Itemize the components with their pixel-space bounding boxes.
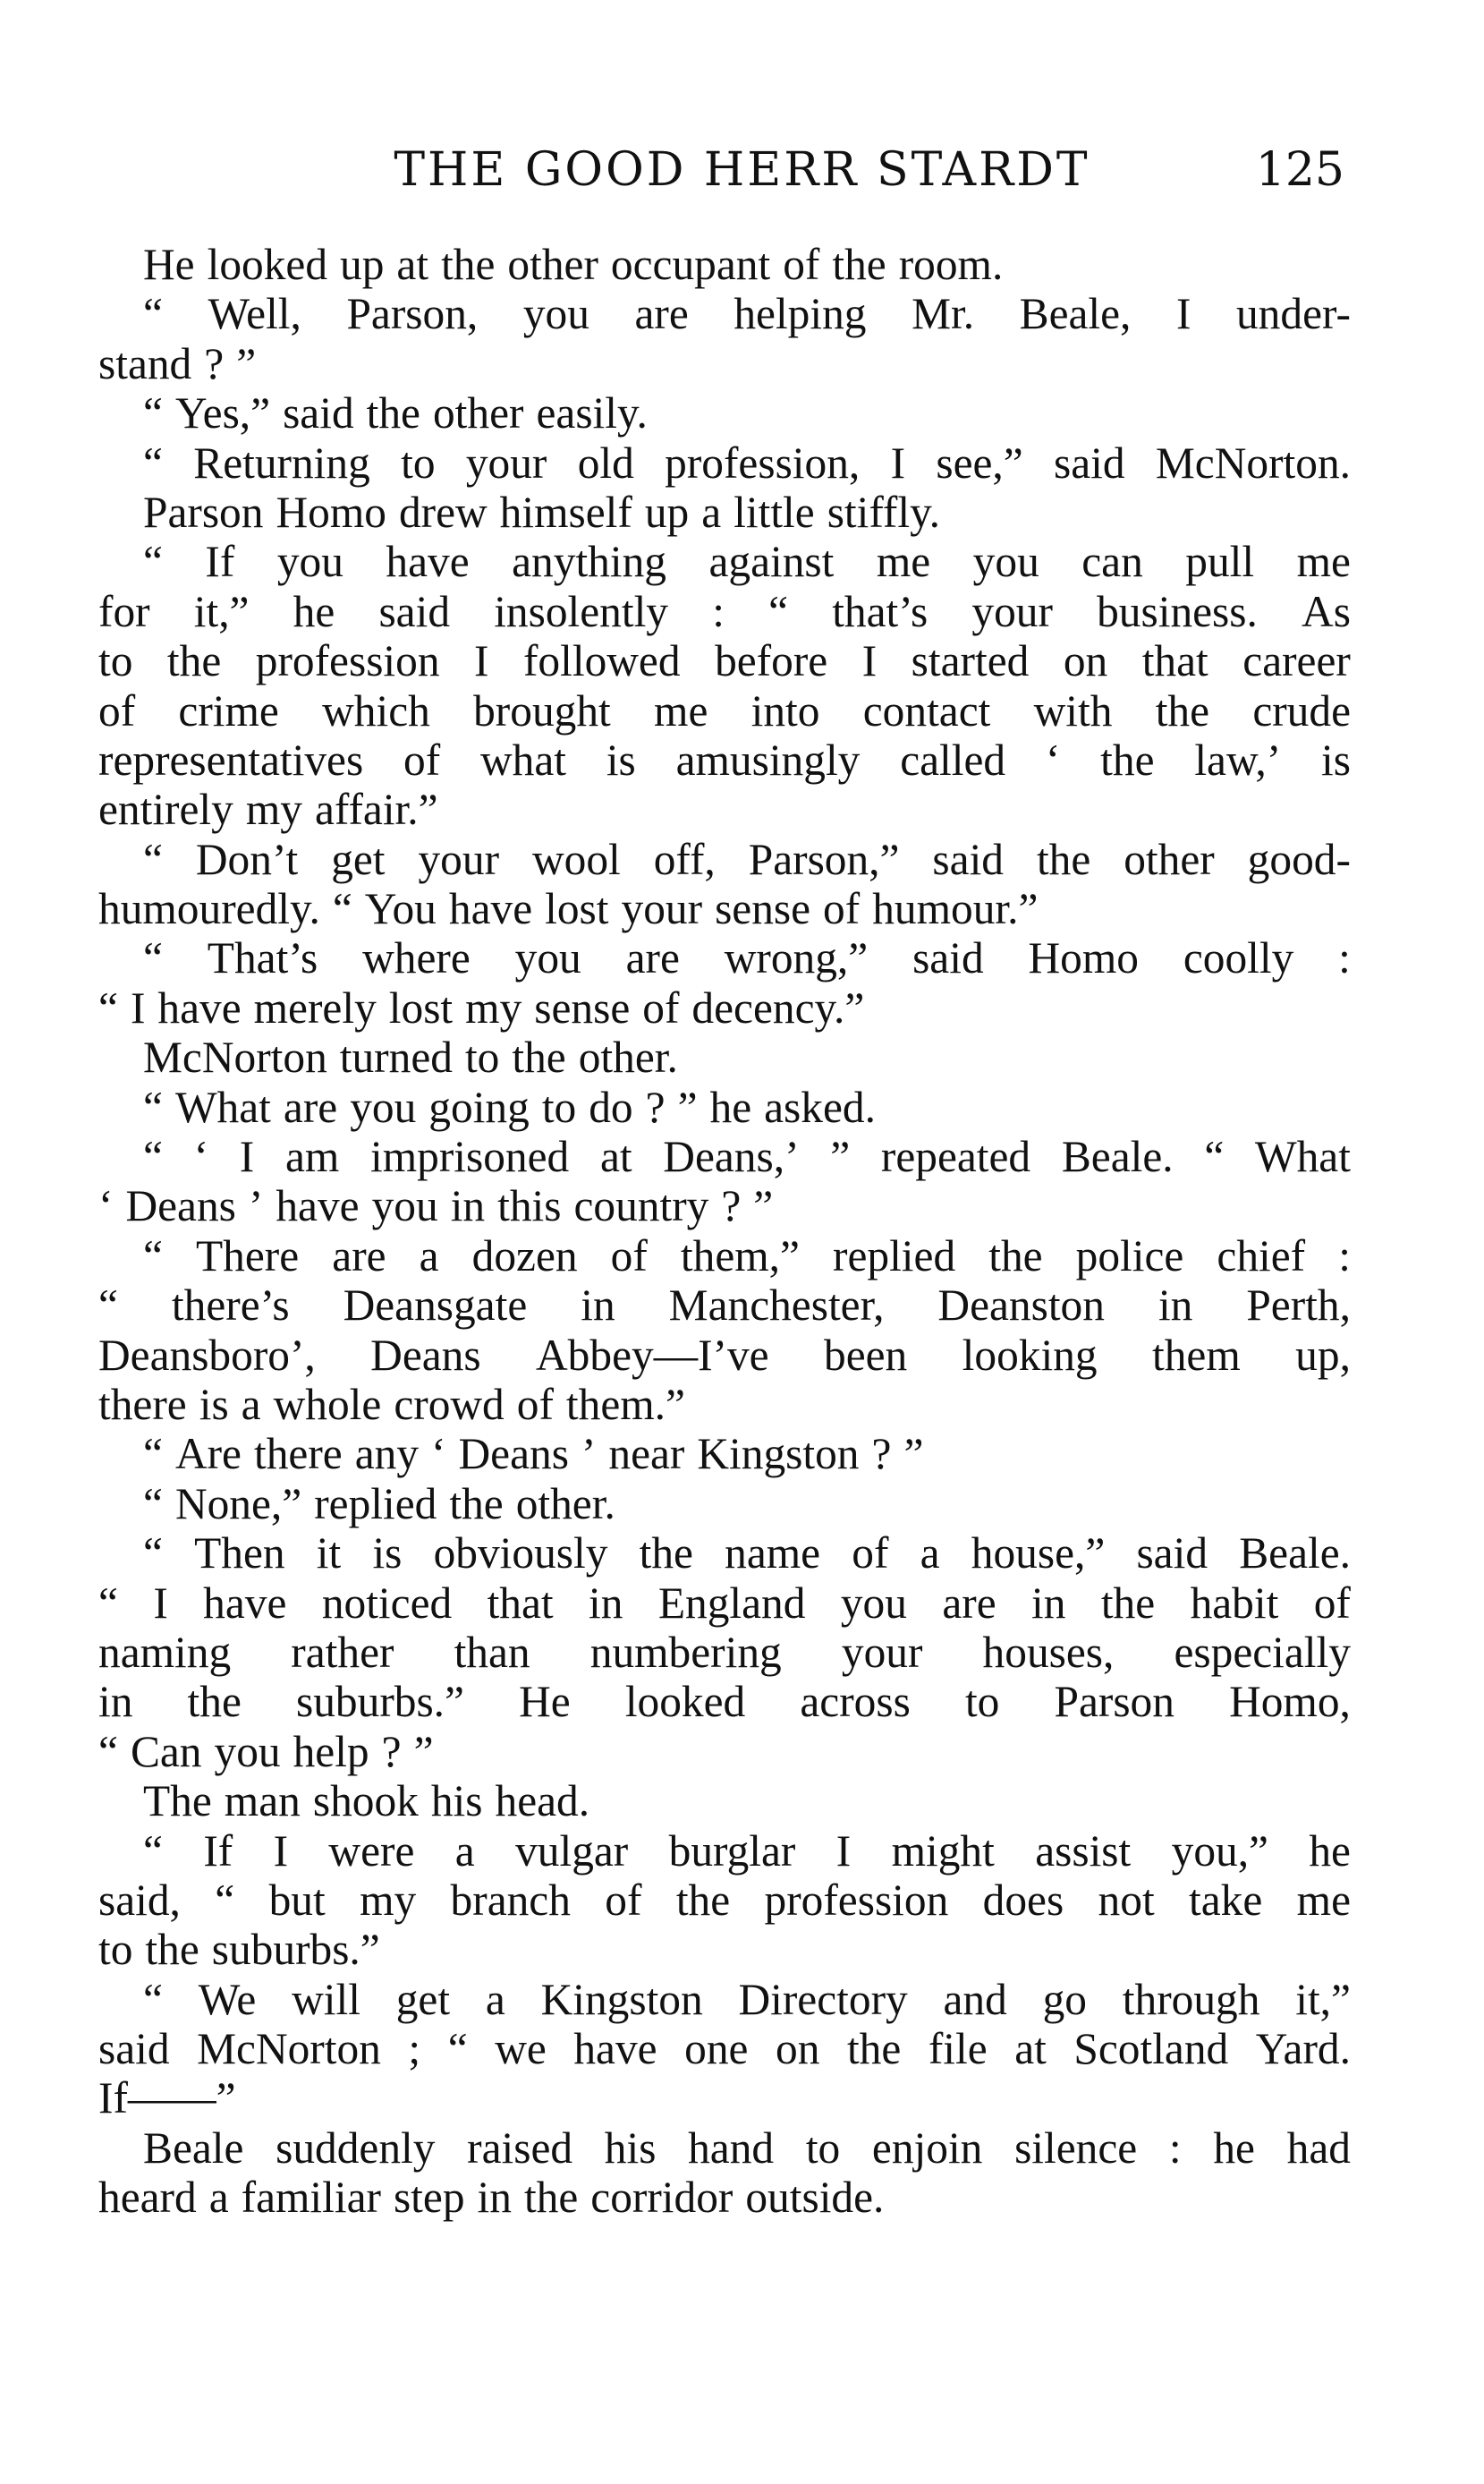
page-number: 125 (1255, 143, 1344, 197)
text-line: “ There are a dozen of them,” replied the police chief : (143, 1230, 1351, 1280)
text-line: “ We will get a Kingston Directory and go through it,” (143, 1974, 1351, 2024)
text-line: representatives of what is amusingly called ‘ the law,’ is (98, 735, 1351, 785)
text-line: “ Can you help ? ” (98, 1726, 434, 1776)
text-line: “ Are there any ‘ Deans ’ near Kingston ? ” (143, 1429, 924, 1479)
text-line: ‘ Deans ’ have you in this country ? ” (98, 1181, 774, 1231)
text-line: “ I have noticed that in England you are in the habit of (98, 1578, 1351, 1628)
text-line: “ Then it is obviously the name of a house,” said Beale. (143, 1528, 1351, 1578)
text-line: to the suburbs.” (98, 1925, 380, 1975)
text-line: to the profession I followed before I started on that career (98, 636, 1351, 686)
text-line: in the suburbs.” He looked across to Parson Homo, (98, 1677, 1351, 1727)
text-line: “ If you have anything against me you can pull me (143, 537, 1351, 587)
text-line: “ Don’t get your wool off, Parson,” said the other good- (143, 834, 1351, 884)
page-header (0, 143, 1484, 206)
text-line: said, “ but my branch of the profession does not take me (98, 1875, 1351, 1925)
text-line: “ That’s where you are wrong,” said Homo coolly : (143, 933, 1351, 983)
text-line: naming rather than numbering your houses, especially (98, 1627, 1351, 1677)
text-line: McNorton turned to the other. (143, 1033, 678, 1083)
running-title: THE GOOD HERR STARDT (394, 143, 1090, 197)
text-line: humouredly. “ You have lost your sense of humour.” (98, 884, 1039, 934)
text-line: “ I have merely lost my sense of decency.” (98, 983, 865, 1033)
body-text (98, 240, 1351, 2223)
text-line: of crime which brought me into contact with the crude (98, 685, 1351, 736)
text-line: Parson Homo drew himself up a little stiffly. (143, 487, 940, 537)
text-line: Deansboro’, Deans Abbey—I’ve been looking them up, (98, 1330, 1351, 1380)
text-line: “ None,” replied the other. (143, 1478, 615, 1528)
text-line: “ Well, Parson, you are helping Mr. Beale, I under- (143, 289, 1351, 339)
text-line: “ Yes,” said the other easily. (143, 388, 648, 438)
text-line: stand ? ” (98, 338, 257, 388)
text-line: “ there’s Deansgate in Manchester, Deanston in Perth, (98, 1280, 1351, 1331)
text-line: there is a whole crowd of them.” (98, 1379, 685, 1429)
text-line: He looked up at the other occupant of the room. (143, 240, 1004, 289)
text-line: “ If I were a vulgar burglar I might assist you,” he (143, 1825, 1351, 1876)
text-line: entirely my affair.” (98, 785, 438, 835)
text-line: If——” (98, 2073, 236, 2123)
text-line: The man shook his head. (143, 1776, 590, 1826)
text-line: “ ‘ I am imprisoned at Deans,’ ” repeated Beale. “ What (143, 1132, 1351, 1182)
text-line: Beale suddenly raised his hand to enjoin silence : he had (143, 2122, 1351, 2173)
text-line: said McNorton ; “ we have one on the file at Scotland Yard. (98, 2024, 1351, 2074)
text-line: “ What are you going to do ? ” he asked. (143, 1082, 876, 1132)
text-line: “ Returning to your old profession, I see,” said McNorton. (143, 438, 1351, 488)
text-line: heard a familiar step in the corridor outside. (98, 2173, 885, 2223)
text-line: for it,” he said insolently : “ that’s your business. As (98, 586, 1351, 636)
